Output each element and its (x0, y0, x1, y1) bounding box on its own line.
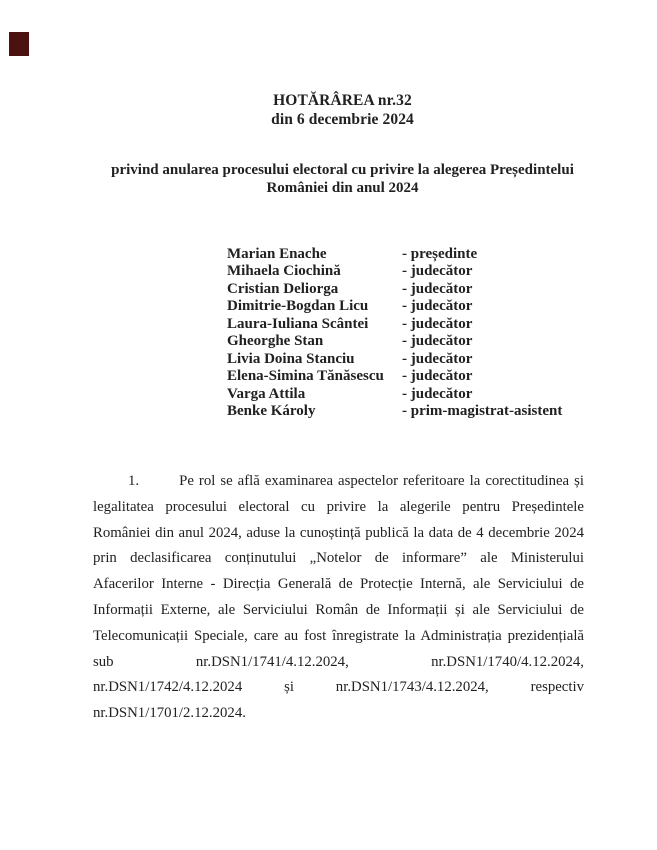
judge-row (227, 386, 562, 403)
judge-name: Livia Doina Stanciu (227, 350, 355, 367)
judge-role: - judecător (402, 368, 473, 385)
judge-role: - judecător (402, 385, 473, 402)
corner-mark (9, 32, 29, 56)
judge-role: - judecător (402, 333, 473, 350)
paragraph-line: Telecomunicații Speciale, care au fost înregistrate la Administrația prezidențială (93, 627, 584, 644)
paragraph-1 (93, 469, 584, 727)
judge-role: - judecător (402, 280, 473, 297)
paragraph-line: prin declasificarea conținutului „Notelor de informare” ale Ministerului (93, 550, 584, 567)
judge-name: Cristian Deliorga (227, 280, 339, 297)
paragraph-line: Afacerilor Interne - Direcția Generală de Protecție Internă, ale Serviciului de (93, 576, 584, 593)
judge-row (227, 333, 562, 350)
decision-date: din 6 decembrie 2024 (271, 111, 414, 128)
paragraph-line: Informații Externe, ale Serviciului Român de Informații și ale Serviciului de (93, 601, 584, 618)
judge-name: Marian Enache (227, 246, 327, 262)
judge-name: Mihaela Ciochină (227, 263, 341, 280)
paragraph-line-text: Pe rol se află examinarea aspectelor referitoare la corectitudinea și (179, 473, 584, 489)
judge-row (227, 403, 562, 420)
judge-name: Gheorghe Stan (227, 333, 324, 350)
judge-role: - prim-magistrat-asistent (402, 403, 563, 420)
judge-row (227, 298, 562, 315)
judge-role: - judecător (402, 350, 473, 367)
judge-name: Elena-Simina Tănăsescu (227, 368, 384, 385)
judge-name: Dimitrie-Bogdan Licu (227, 298, 369, 315)
judge-role: - judecător (402, 298, 473, 315)
judge-row (227, 263, 562, 280)
judge-row (227, 246, 562, 263)
judge-name: Laura-Iuliana Scântei (227, 315, 369, 332)
paragraph-line: nr.DSN1/1742/4.12.2024 și nr.DSN1/1743/4.12.2024, respectiv (93, 679, 584, 696)
judge-name: Varga Attila (227, 385, 306, 402)
judge-row (227, 281, 562, 298)
paragraph-number: 1. (128, 473, 140, 489)
judges-list (227, 246, 562, 421)
judge-row (227, 368, 562, 385)
judge-role: - judecător (402, 263, 473, 280)
paragraph-line: sub nr.DSN1/1741/4.12.2024, nr.DSN1/1740/4.12.2024, (93, 653, 584, 670)
paragraph-line: legalitatea procesului electoral cu privire la alegerile pentru Președintele (93, 498, 584, 515)
judge-role: - judecător (402, 315, 473, 332)
decision-subject: privind anularea procesului electoral cu privire la alegerea Președintelui României din anul 2024 (111, 162, 574, 196)
judge-role: - președinte (402, 246, 478, 262)
judge-row (227, 351, 562, 368)
decision-number: HOTĂRÂREA nr.32 (273, 92, 412, 109)
judge-name: Benke Károly (227, 403, 316, 420)
paragraph-line (93, 469, 584, 495)
judge-row (227, 316, 562, 333)
paragraph-line: nr.DSN1/1701/2.12.2024. (93, 705, 246, 722)
decision-title (95, 91, 590, 129)
paragraph-line: României din anul 2024, aduse la cunoștință publică la data de 4 decembrie 2024 (93, 524, 584, 541)
